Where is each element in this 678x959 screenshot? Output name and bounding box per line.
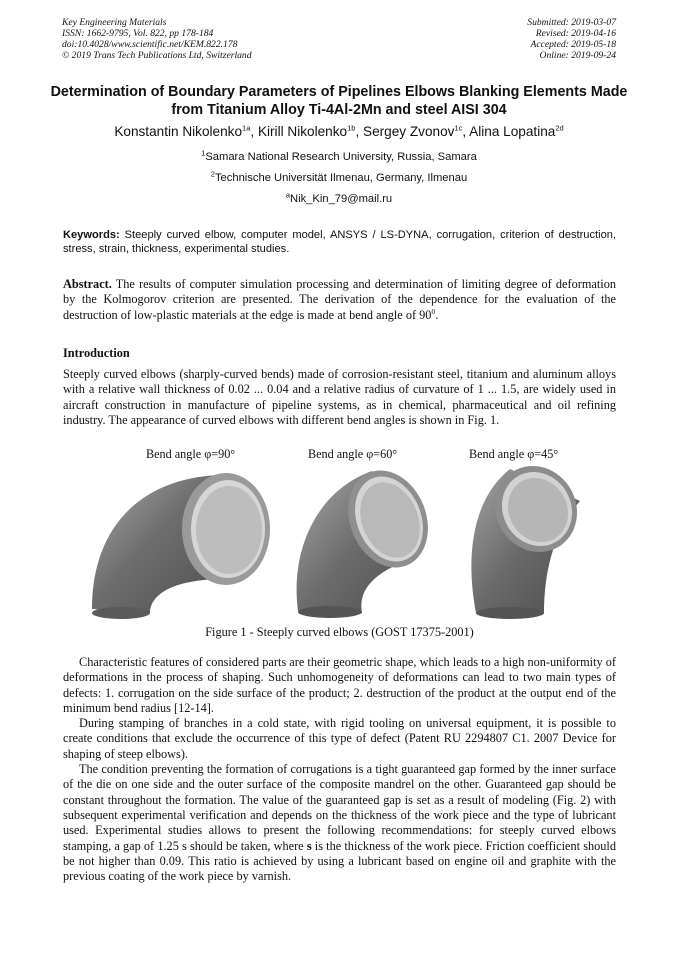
journal-info: [62, 17, 252, 61]
elbow-90-image: [88, 461, 276, 621]
abstract-text: The results of computer simulation processing and determination of limiting degree of deformation by the Kolmogorov criterion are presented. The derivation of the dependence for the evaluation of the destruction of low-plastic materials at the edge is made at bend angle of 90: [63, 277, 616, 322]
journal-name: Key Engineering Materials: [62, 17, 167, 28]
abstract-block: [63, 277, 616, 323]
author-name: Kirill Nikolenko: [257, 124, 348, 139]
publication-dates: [527, 17, 616, 61]
affiliation-email: [30, 190, 648, 205]
author-name: Sergey Zvonov: [363, 124, 455, 139]
paragraph-gap-condition: [63, 762, 616, 884]
affiliation-superscript: 2: [210, 169, 215, 179]
abstract-end: .: [435, 307, 439, 322]
keywords-label: Keywords:: [63, 229, 120, 241]
introduction-paragraph: Steeply curved elbows (sharply-curved bends) made of corrosion-resistant steel, titanium and aluminum alloys with a relative wall thickness of 0.02 ... 0.04 and a relative radius of curvature of 1 ... 1.5, are widely used in aircraft construction in manufacture of pipeline systems, as in chemical, pharmaceutical and oil refining industry. The appearance of curved elbows with different bend angles is shown in Fig. 1.: [63, 367, 616, 427]
author-name: Alina Lopatina: [469, 124, 556, 139]
body-text: [63, 655, 616, 884]
author-superscript: 1a: [242, 123, 251, 133]
paragraph-text: The condition preventing the formation of corrugations is a tight guaranteed gap formed by the inner surface of the die on one side and the outer surface of the composite mandrel on the other. Guaranteed gap should be constant throughout the formation. The value of the guaranteed gap is set as a result of modeling (Fig. 2) with subsequent experimental verification and depends on the thickness of the work piece and the type of lubricant used. Experimental studies allows to present the following recommendations: for steeply curved elbows stamping, a gap of 1.25 s should be taken, where: [63, 762, 616, 853]
keywords-text: Steeply curved elbow, computer model, ANSYS / LS-DYNA, corrugation, criterion of destruction, stress, strain, thickness, experimental studies.: [63, 229, 616, 255]
author-list: Konstantin Nikolenko$^{1a}$, Kirill Nikolenko$^{1b}$, Sergey Zvonov$^{1c}$, Alina Lopatina$^{2d}$: [114, 123, 564, 139]
author-name: Konstantin Nikolenko: [114, 124, 243, 139]
affiliation-text: Technische Universität Ilmenau, Germany, Ilmenau: [214, 172, 468, 184]
figure-label-90: Bend angle φ=90°: [146, 447, 236, 461]
affiliation-2: [30, 169, 648, 184]
author-superscript: 1b: [347, 123, 356, 133]
introduction-heading: Introduction: [63, 346, 130, 360]
date-online: Online: 2019-09-24: [539, 50, 616, 61]
date-revised: Revised: 2019-04-16: [535, 28, 616, 39]
elbow-60-image: [276, 461, 434, 621]
figure-caption: Figure 1 - Steeply curved elbows (GOST 17375-2001): [205, 625, 474, 639]
affiliation-superscript: a: [285, 190, 291, 200]
author-superscript: 1c: [454, 123, 463, 133]
journal-copyright: © 2019 Trans Tech Publications Ltd, Switzerland: [62, 50, 252, 61]
email-link[interactable]: Nik_Kin_79@mail.ru: [290, 193, 393, 205]
elbow-45-image: [448, 461, 598, 621]
journal-doi[interactable]: doi:10.4028/www.scientific.net/KEM.822.178: [62, 39, 238, 50]
thickness-symbol: s: [306, 838, 312, 853]
paragraph-characteristics: Characteristic features of considered parts are their geometric shape, which leads to a high non-uniformity of deformations in the process of shaping. Such unhomogeneity of deformations can lead to two main types of defects: 1. corrugation on the side surface of the product; 2. destruction of the product at the output end of the minimum bend radius [12-14].: [63, 655, 616, 715]
affiliation-text: Samara National Research University, Russia, Samara: [205, 151, 477, 163]
keywords-block: [63, 228, 616, 256]
paper-title: Determination of Boundary Parameters of Pipelines Elbows Blanking Elements Made from Titanium Alloy Ti-4Al-2Mn and steel AISI 304: [50, 84, 628, 118]
date-submitted: Submitted: 2019-03-07: [527, 17, 616, 28]
date-accepted: Accepted: 2019-05-18: [530, 39, 616, 50]
paragraph-text: is the thickness of the work piece. Friction coefficient should be not higher than 0.09. This ratio is achieved by using a lubricant based on engine oil and graphite with the previous coating of the work piece by varnish.: [63, 838, 616, 884]
abstract-label: Abstract.: [63, 277, 112, 291]
abstract-superscript: 0: [431, 306, 436, 316]
figure-label-45: Bend angle φ=45°: [469, 447, 559, 461]
paragraph-stamping: During stamping of branches in a cold state, with rigid tooling on universal equipment, it is possible to create conditions that exclude the occurrence of this type of defect (Patent RU 2294807 C1. 2007 Device for shaping of steep elbows).: [63, 716, 616, 761]
author-superscript: 2d: [555, 123, 564, 133]
figure-label-60: Bend angle φ=60°: [308, 447, 398, 461]
affiliation-superscript: 1: [201, 148, 206, 158]
affiliation-1: [30, 148, 648, 163]
journal-issn: ISSN: 1662-9795, Vol. 822, pp 178-184: [62, 28, 214, 39]
